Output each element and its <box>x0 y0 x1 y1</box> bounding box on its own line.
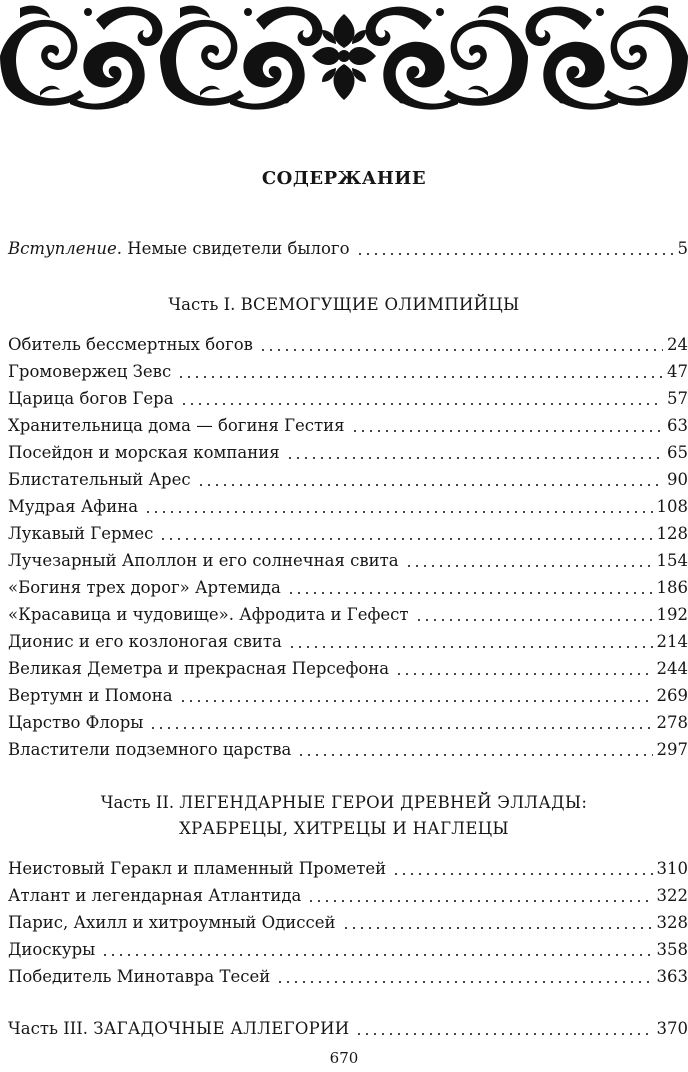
toc-entry <box>8 332 688 356</box>
toc-entry <box>8 629 688 653</box>
toc-entry <box>8 440 688 464</box>
dot-leader <box>395 673 652 675</box>
toc-entry-title: Парис, Ахилл и хитроумный Одиссей <box>8 913 336 932</box>
dot-leader <box>286 457 663 459</box>
ornamental-border-icon <box>0 0 688 112</box>
toc-entry <box>8 937 688 961</box>
part-3-title: ЗАГАДОЧНЫЕ АЛЛЕГОРИИ <box>93 1019 350 1038</box>
part-2-title-line1: ЛЕГЕНДАРНЫЕ ГЕРОИ ДРЕВНЕЙ ЭЛЛАДЫ: <box>179 793 588 812</box>
part-1-title: ВСЕМОГУЩИЕ ОЛИМПИЙЦЫ <box>240 295 520 314</box>
toc-entry <box>8 710 688 734</box>
dot-leader <box>297 754 652 756</box>
toc-entry <box>8 386 688 410</box>
dot-leader <box>288 646 653 648</box>
toc-entry <box>8 964 688 988</box>
toc-entry-title: «Богиня трех дорог» Артемида <box>8 578 281 597</box>
dot-leader <box>159 538 652 540</box>
toc-page-number: 322 <box>656 886 688 905</box>
toc-page-number: 278 <box>656 713 688 732</box>
toc-entry <box>8 359 688 383</box>
toc-page-number: 47 <box>667 362 688 381</box>
toc-entry-title: Лукавый Гермес <box>8 524 154 543</box>
toc-entry-title: Хранительница дома — богиня Гестия <box>8 416 345 435</box>
dot-leader <box>287 592 653 594</box>
toc-page-number: 5 <box>677 239 688 258</box>
toc-entry <box>8 683 688 707</box>
toc-page-number: 63 <box>667 416 688 435</box>
toc-entry-part-3 <box>8 1016 688 1040</box>
toc-entry-title: Царство Флоры <box>8 713 144 732</box>
toc-page-number: 57 <box>667 389 688 408</box>
dot-leader <box>101 954 652 956</box>
toc-page-number: 192 <box>656 605 688 624</box>
intro-label: Вступление. <box>8 239 122 258</box>
toc-entry <box>8 494 688 518</box>
toc-entry-title: Неистовый Геракл и пламенный Прометей <box>8 859 387 878</box>
toc-entry-title: Дионис и его козлоногая свита <box>8 632 282 651</box>
dot-leader <box>356 253 674 255</box>
toc-page-number: 269 <box>656 686 688 705</box>
toc-entry-title: Вертумн и Помона <box>8 686 173 705</box>
toc-page-number: 128 <box>656 524 688 543</box>
toc-page-number: 214 <box>656 632 688 651</box>
toc-page-number: 358 <box>656 940 688 959</box>
part-2-heading <box>0 792 688 814</box>
part-1-prefix: Часть I. <box>168 295 236 314</box>
toc-entry-intro <box>8 236 688 260</box>
dot-leader <box>259 349 663 351</box>
toc-entry-title: Обитель бессмертных богов <box>8 335 253 354</box>
toc-entry-title: Мудрая Афина <box>8 497 139 516</box>
part-2-prefix: Часть II. <box>100 793 175 812</box>
toc-entry-title: Атлант и легендарная Атлантида <box>8 886 302 905</box>
dot-leader <box>415 619 653 621</box>
toc-page-number: 90 <box>667 470 688 489</box>
dot-leader <box>392 873 652 875</box>
toc-entry <box>8 910 688 934</box>
part-1-heading <box>0 294 688 316</box>
dot-leader <box>177 376 663 378</box>
dot-leader <box>179 700 653 702</box>
dot-leader <box>307 900 652 902</box>
toc-entry <box>8 467 688 491</box>
toc-entry-title: Громовержец Зевс <box>8 362 172 381</box>
toc-entry <box>8 856 688 880</box>
dot-leader <box>180 403 663 405</box>
toc-page-number: 108 <box>656 497 688 516</box>
toc-page-number: 328 <box>656 913 688 932</box>
part-3-heading <box>8 1018 349 1040</box>
dot-leader <box>405 565 653 567</box>
dot-leader <box>342 927 653 929</box>
toc-entry-title: Великая Деметра и прекрасная Персефона <box>8 659 390 678</box>
toc-page-number: 244 <box>656 659 688 678</box>
toc-entry <box>8 413 688 437</box>
dot-leader <box>144 511 652 513</box>
toc-entry-title: Победитель Минотавра Тесей <box>8 967 271 986</box>
toc-entry-title: «Красавица и чудовище». Афродита и Гефест <box>8 605 409 624</box>
toc-entry <box>8 602 688 626</box>
intro-text: Немые свидетели былого <box>127 239 350 258</box>
toc-page-number: 65 <box>667 443 688 462</box>
dot-leader <box>355 1033 652 1035</box>
toc-entry-title: Властители подземного царства <box>8 740 292 759</box>
toc-entry <box>8 548 688 572</box>
toc-page-number: 310 <box>656 859 688 878</box>
toc-entry-title: Посейдон и морская компания <box>8 443 280 462</box>
toc-page-number: 363 <box>656 967 688 986</box>
dot-leader <box>276 981 652 983</box>
dot-leader <box>149 727 652 729</box>
toc-entry <box>8 521 688 545</box>
page-number: 670 <box>329 1049 359 1067</box>
page-title: СОДЕРЖАНИЕ <box>261 168 427 189</box>
toc-entry-title <box>8 238 350 260</box>
toc-page-number: 154 <box>656 551 688 570</box>
toc-page-number: 186 <box>656 578 688 597</box>
toc-entry <box>8 737 688 761</box>
toc-entry <box>8 656 688 680</box>
dot-leader <box>197 484 663 486</box>
toc-page-number: 297 <box>656 740 688 759</box>
toc-entry-title: Диоскуры <box>8 940 96 959</box>
part-2-title-line2: ХРАБРЕЦЫ, ХИТРЕЦЫ И НАГЛЕЦЫ <box>179 819 509 838</box>
part-3-prefix: Часть III. <box>8 1019 88 1038</box>
toc-page-number: 370 <box>656 1019 688 1038</box>
toc-entry <box>8 575 688 599</box>
toc-page-number: 24 <box>667 335 688 354</box>
toc-entry-title: Блистательный Арес <box>8 470 191 489</box>
toc-entry-title: Царица богов Гера <box>8 389 174 408</box>
dot-leader <box>351 430 663 432</box>
toc-entry-title: Лучезарный Аполлон и его солнечная свита <box>8 551 399 570</box>
toc-entry <box>8 883 688 907</box>
